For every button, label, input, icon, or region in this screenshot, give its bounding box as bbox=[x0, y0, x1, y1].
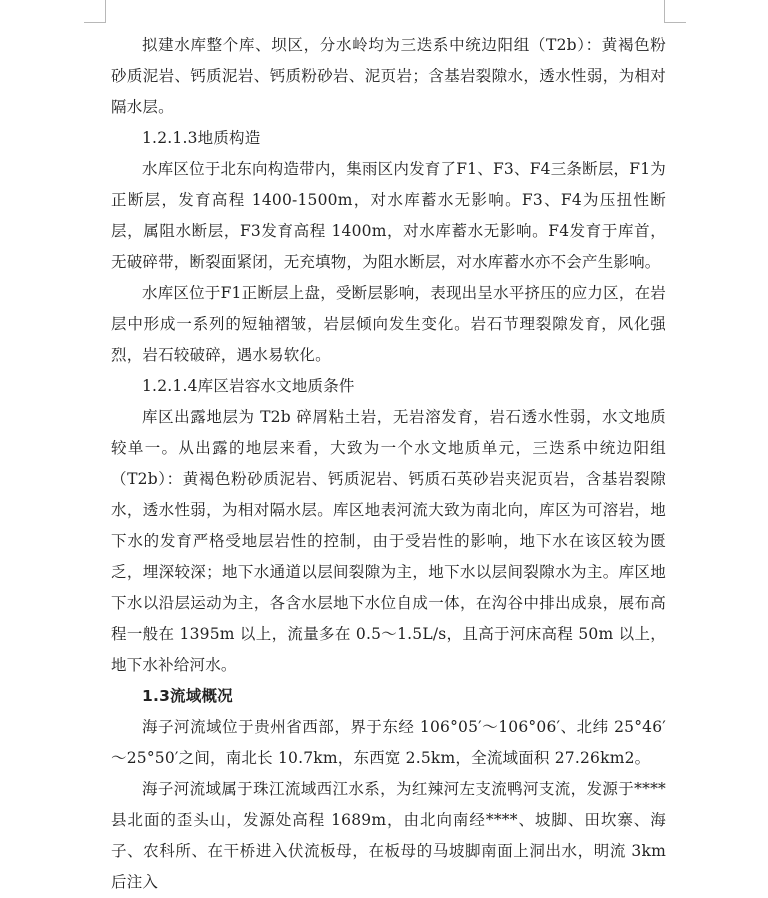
crop-mark-top-left-vertical bbox=[105, 0, 106, 22]
section-heading-basin-overview: 1.3流域概况 bbox=[142, 687, 233, 705]
crop-mark-top-right-vertical bbox=[664, 0, 665, 22]
paragraph-basin-location: 海子河流域位于贵州省西部，界于东经 106°05′～106°06′、北纬 25°46′～25°50′之间，南北长 10.7km，东西宽 2.5km，全流域面积 27.26km2。 bbox=[111, 718, 666, 767]
paragraph-hydrogeology: 库区出露地层为 T2b 碎屑粘土岩，无岩溶发育，岩石透水性弱，水文地质较单一。从出露的地层来看，大致为一个水文地质单元，三迭系中统边阳组（T2b）：黄褐色粉砂质泥岩、钙质泥岩、钙质石英砂岩夹泥页岩，含基岩裂隙水，透水性弱，为相对隔水层。库区地表河流大致为南北向，库区为可溶岩，地下水的发育严格受地层岩性的控制，由于受岩性的影响，地下水在该区较为匮乏，埋深较深；地下水通道以层间裂隙为主，地下水以层间裂隙水为主。库区地下水以沿层运动为主，各含水层地下水位自成一体，在沟谷中排出成泉，展布高程一般在 1395m 以上，流量多在 0.5～1.5L/s，且高于河床高程 50m 以上，地下水补给河水。 bbox=[111, 408, 666, 674]
crop-mark-top-right-horizontal bbox=[664, 22, 686, 23]
crop-mark-top-left-horizontal bbox=[84, 22, 106, 23]
paragraph-stress-zone: 水库区位于F1正断层上盘，受断层影响，表现出呈水平挤压的应力区，在岩层中形成一系列的短轴褶皱，岩层倾向发生变化。岩石节理裂隙发育，风化强烈，岩石较破碎，遇水易软化。 bbox=[111, 284, 666, 364]
paragraph-lithology: 拟建水库整个库、坝区，分水岭均为三迭系中统边阳组（T2b）：黄褐色粉砂质泥岩、钙质泥岩、钙质粉砂岩、泥页岩；含基岩裂隙水，透水性弱，为相对隔水层。 bbox=[111, 36, 666, 116]
paragraph-faults: 水库区位于北东向构造带内，集雨区内发育了F1、F3、F4三条断层，F1为正断层，发育高程 1400-1500m，对水库蓄水无影响。F3、F4为压扭性断层，属阻水断层，F3发育高程 1400m，对水库蓄水无影响。F4发育于库首，无破碎带，断裂面紧闭，无充填物，为阻水断层，对水库蓄水亦不会产生影响。 bbox=[111, 160, 666, 271]
document-body bbox=[111, 30, 666, 898]
section-heading-geologic-structure: 1.2.1.3地质构造 bbox=[142, 129, 261, 147]
paragraph-river-system: 海子河流域属于珠江流域西江水系，为红辣河左支流鸭河支流，发源于****县北面的歪头山，发源处高程 1689m，由北向南经****、坡脚、田坎寨、海子、农科所、在干桥进入伏流板母，在板母的马坡脚南面上洞出水，明流 3km后注入 bbox=[111, 780, 666, 891]
section-heading-hydrogeology: 1.2.1.4库区岩容水文地质条件 bbox=[142, 377, 355, 395]
